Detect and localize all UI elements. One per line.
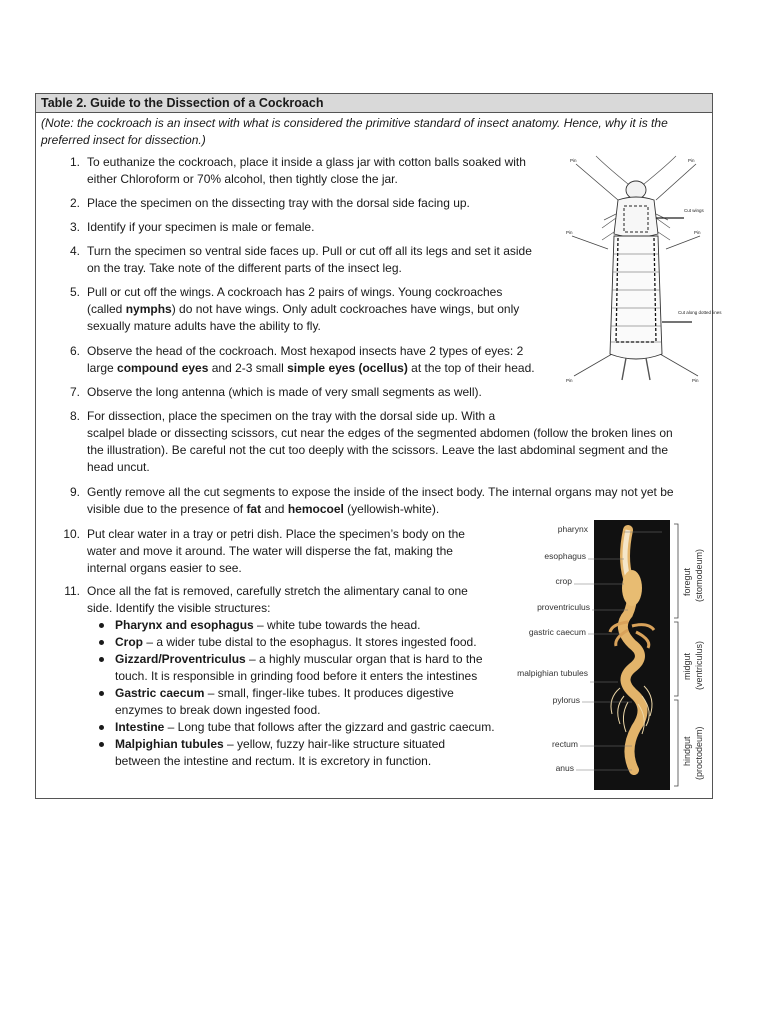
cut-wings-label: Cut wings [684, 208, 704, 213]
label-gastric-caecum: gastric caecum [528, 627, 586, 637]
label-pylorus: pylorus [552, 695, 580, 705]
region-midgut-sub: (ventriculus) [694, 640, 704, 690]
alimentary-canal-diagram [517, 518, 712, 792]
list-item: Intestine – Long tube that follows after the gizzard and gastric caecum. [87, 719, 527, 736]
pin-label: Pin [570, 158, 577, 163]
label-pharynx: pharynx [557, 524, 588, 534]
dissection-guide-table: Table 2. Guide to the Dissection of a Cockroach (Note: the cockroach is an insect with what is considered the primitive standard of insect anatomy. Hence, why it is the preferred insect for dissection.) 1. To euthanize the cockroach, place it inside a glass jar with cotton balls soaked with either Chloroform or 70% alcohol, then tightly close the jar. 2. Place the specimen on the dissecting tray with the dorsal side facing up. 3. Identify if your specimen is male or female. 4. Turn the specimen so ventral side faces up. Pull or cut off all its legs and set it aside on the tray. Take note of the different parts of the insect leg. 5. Pull or cut off the wings. A cockroach has 2 pairs of wings. Young cockroaches (called nymphs) do not have wings. Only adult cockroaches have wings, but only sexually mature adults have the ability to fly. 6. Observe the head of the cockroach. Most hexapod insects have 2 types of eyes: 2 large compound eyes and 2-3 small simple eyes (ocellus) at the top of their head. 7. Observe the long antenna (which is made of very small segments as well). 8. For dissection, place the specimen on the tray with the dorsal side up. With a scalpel blade or dissecting scissors, cut near the edges of the segmented abdomen (follow the broken lines on the illustration). Be careful not the cut too deeply with the scissors. Leave the last abdominal segment and the head uncut. 9. Gently remove all the cut segments to expose the inside of the insect body. The internal organs may not yet be visible due to the presence of fat and hemocoel (yellowish-white). 10. Put clear water in a tray or petri dish. Place the specimen’s body on the water and move it around. The water will disperse the fat, making the internal organs easier to see. 11. Once all the fat is removed, carefully stretch the alimentary canal to one side. Identify the visible structures: Pharynx and esophagus – white tube towards the head. Crop – a wider tube distal to the esophagus. It stores ingested food. Gizzard/Proventriculus – a highly muscular organ that is hard to the touch. It is responsible in grinding food before it enters the intestines Gastric caecum – small, finger-like tubes. It produces digestive enzymes to break down ingested food. Intestine – Long tube that follows after the gizzard and gastric caecum. Malpighian tubules – yellow, fuzzy hair-like structure situated between the intestine and rectum. It is excretory in function. Pin Pin Pin Pin Pin Pin Cut wings Cut along dotted lines pharynx esophagus crop proventriculus gastric caecum malpighian tubules pylorus rectum anus foregut (stomodeum) midgut (ventriculus) hindgut (proctodeum) [35, 93, 713, 799]
cockroach-dissection-illustration [566, 154, 722, 394]
label-crop: crop [555, 576, 572, 586]
structures-list [87, 617, 527, 770]
table-title: Table 2. Guide to the Dissection of a Cockroach [36, 94, 712, 113]
list-item: Gastric caecum – small, finger-like tubes. It produces digestive enzymes to break down ingested food. [87, 685, 527, 719]
pin-label: Pin [566, 230, 573, 235]
table-note: (Note: the cockroach is an insect with what is considered the primitive standard of insect anatomy. Hence, why it is the preferred insect for dissection.) [41, 116, 668, 147]
label-malpighian-tubules: malpighian tubules [517, 668, 588, 678]
pin-label: Pin [694, 230, 701, 235]
region-hindgut: hindgut [682, 736, 692, 766]
region-foregut: foregut [682, 567, 692, 596]
label-esophagus: esophagus [544, 551, 586, 561]
list-item: Pharynx and esophagus – white tube towards the head. [87, 617, 527, 634]
label-anus: anus [555, 763, 574, 773]
region-foregut-sub: (stomodeum) [694, 548, 704, 602]
region-hindgut-sub: (proctodeum) [694, 726, 704, 780]
region-midgut: midgut [682, 652, 692, 680]
cut-dotted-label: Cut along dotted lines [678, 310, 722, 315]
pin-label: Pin [692, 378, 699, 383]
pin-label: Pin [688, 158, 695, 163]
label-rectum: rectum [552, 739, 578, 749]
list-item: Gizzard/Proventriculus – a highly muscular organ that is hard to the touch. It is responsible in grinding food before it enters the intestines [87, 651, 527, 685]
pin-label: Pin [566, 378, 573, 383]
list-item: Crop – a wider tube distal to the esophagus. It stores ingested food. [87, 634, 527, 651]
list-item: Malpighian tubules – yellow, fuzzy hair-like structure situated between the intestine and rectum. It is excretory in function. [87, 736, 527, 770]
label-proventriculus: proventriculus [537, 602, 590, 612]
